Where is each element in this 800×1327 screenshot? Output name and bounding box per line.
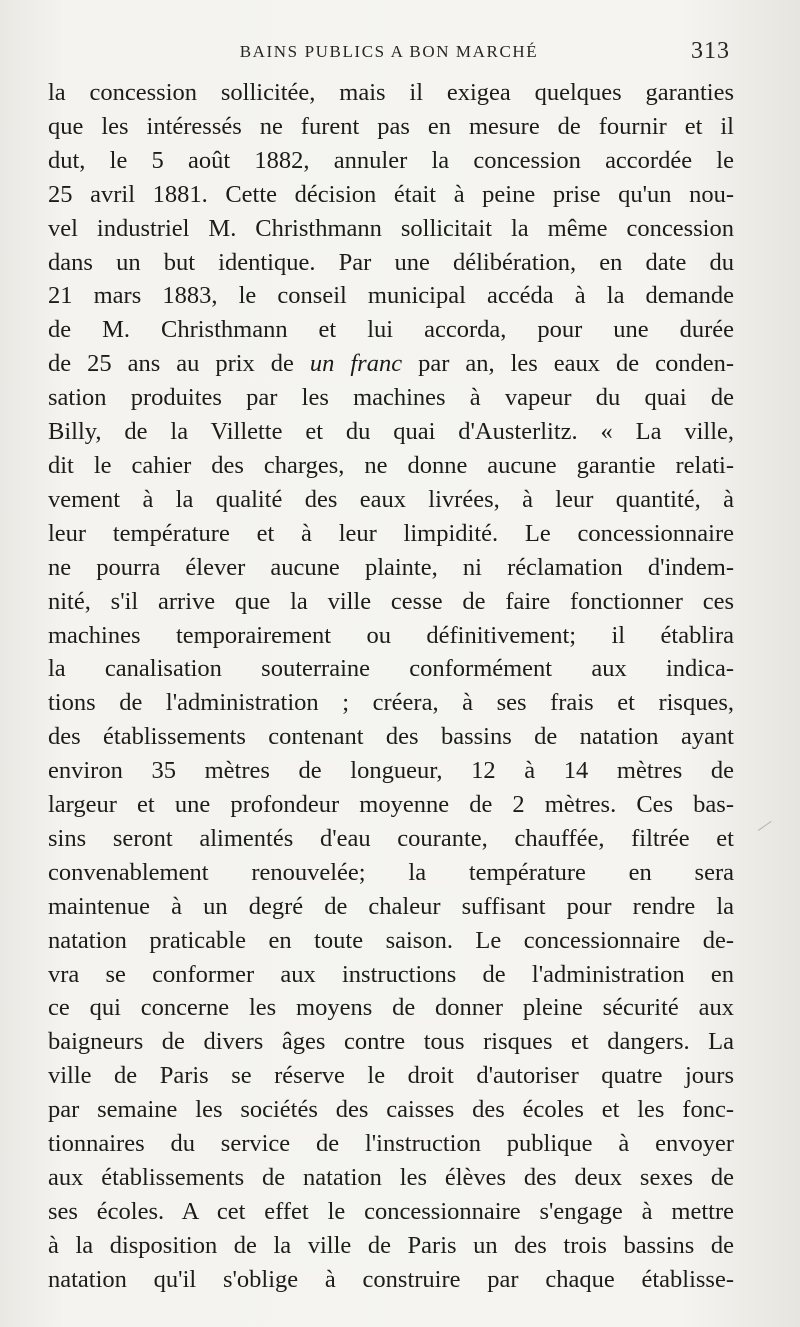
text-line: sation produites par les machines à vapeur du quai de (48, 384, 734, 412)
text-line: natation qu'il s'oblige à construire par chaque établisse- (48, 1265, 734, 1293)
text-line-with-italic (48, 347, 734, 381)
text-line: tionnaires du service de l'instruction publique à envoyer (48, 1130, 734, 1158)
text-line: leur température et à leur limpidité. Le concessionnaire (48, 519, 734, 547)
running-head: BAINS PUBLICS A BON MARCHÉ (239, 42, 539, 61)
text-line: dans un but identique. Par une délibération, en date du (48, 248, 734, 276)
text-line: ville de Paris se réserve le droit d'autoriser quatre jours (48, 1062, 734, 1090)
text-line: nité, s'il arrive que la ville cesse de faire fonctionner ces (48, 587, 734, 615)
text-line: baigneurs de divers âges contre tous risques et dangers. La (48, 1028, 734, 1056)
text-line: Billy, de la Villette et du quai d'Austerlitz. « La ville, (48, 418, 734, 446)
text-line: de M. Christhmann et lui accorda, pour une durée (48, 316, 734, 344)
text-line: natation praticable en toute saison. Le concessionnaire de- (48, 926, 734, 954)
text-line: dut, le 5 août 1882, annuler la concession accordée le (48, 146, 734, 174)
page-number: 313 (691, 38, 730, 64)
text-line: aux établissements de natation les élèves des deux sexes de (48, 1164, 734, 1191)
text-line: sins seront alimentés d'eau courante, chauffée, filtrée et (48, 824, 734, 852)
text-line: dit le cahier des charges, ne donne aucune garantie relati- (48, 451, 734, 479)
text-line: ce qui concerne les moyens de donner pleine sécurité aux (48, 994, 734, 1022)
text-run: par an, les eaux de conden- (402, 350, 735, 378)
text-line: la canalisation souterraine conformément aux indica- (48, 655, 734, 683)
page-header (48, 38, 730, 66)
text-line: maintenue à un degré de chaleur suffisant pour rendre la (48, 892, 734, 920)
text-line: vra se conformer aux instructions de l'administration en (48, 960, 734, 988)
text-line: la concession sollicitée, mais il exigea quelques garanties (48, 79, 734, 106)
text-line: convenablement renouvelée; la température en sera (48, 858, 734, 886)
text-line: que les intéressés ne furent pas en mesure de fournir et il (48, 112, 734, 140)
text-line: ses écoles. A cet effet le concessionnaire s'engage à mettre (48, 1197, 734, 1225)
text-line: ne pourra élever aucune plainte, ni réclamation d'indem- (48, 553, 734, 581)
text-line: vement à la qualité des eaux livrées, à leur quantité, à (48, 485, 734, 513)
text-line: tions de l'administration ; créera, à ses frais et risques, (48, 689, 734, 717)
text-line: 21 mars 1883, le conseil municipal accéda à la demande (48, 282, 734, 310)
text-line: par semaine les sociétés des caisses des écoles et les fonc- (48, 1096, 734, 1124)
body-text (48, 76, 734, 1297)
italic-text-run: un franc (309, 350, 403, 378)
text-line: à la disposition de la ville de Paris un des trois bassins de (48, 1231, 734, 1259)
text-line: 25 avril 1881. Cette décision était à peine prise qu'un nou- (48, 180, 734, 208)
text-line: environ 35 mètres de longueur, 12 à 14 mètres de (48, 757, 734, 785)
margin-pencil-mark (758, 821, 779, 841)
text-line: largeur et une profondeur moyenne de 2 mètres. Ces bas- (48, 791, 734, 819)
text-line: des établissements contenant des bassins de natation ayant (48, 723, 734, 751)
text-line: vel industriel M. Christhmann sollicitait la même concession (48, 214, 734, 242)
text-run: de 25 ans au prix de (48, 350, 310, 378)
text-line: machines temporairement ou définitivement; il établira (48, 621, 734, 649)
